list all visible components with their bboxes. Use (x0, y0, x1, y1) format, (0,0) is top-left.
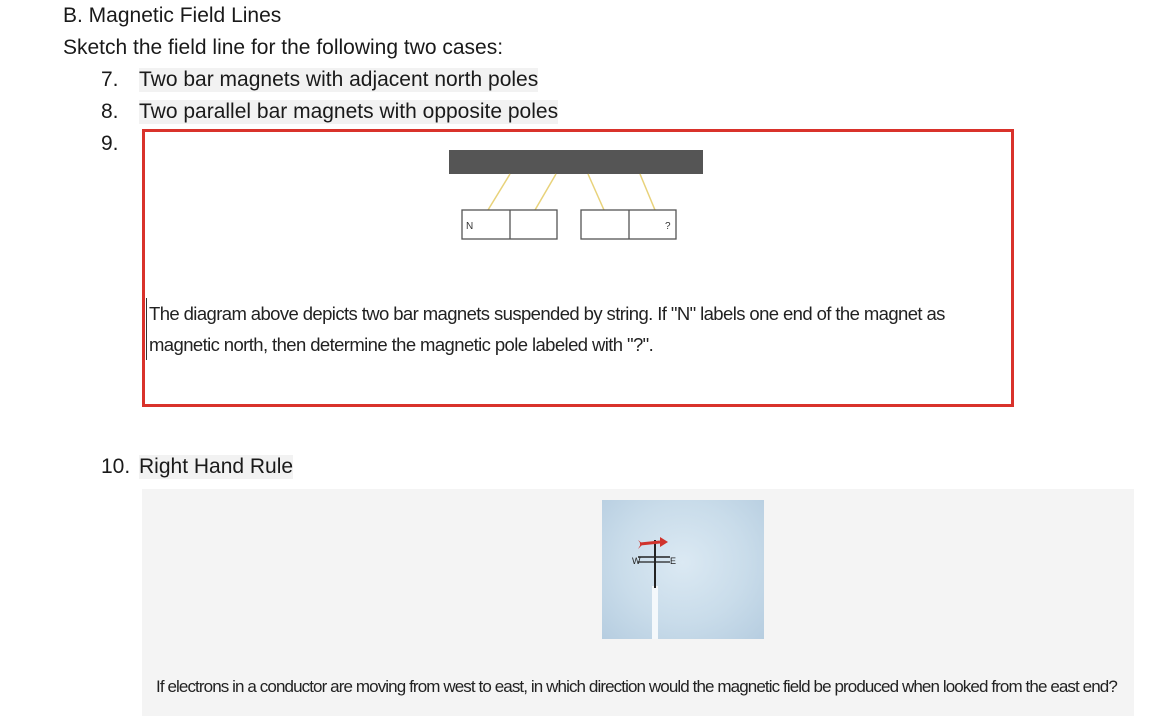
vane-west-label: W (632, 556, 641, 566)
list-text: Two bar magnets with adjacent north poles (139, 68, 539, 91)
section-title: B. Magnetic Field Lines (63, 4, 282, 27)
list-text: Two parallel bar magnets with opposite poles (139, 100, 559, 123)
list-number: 10. (101, 455, 131, 478)
instructions: Sketch the field line for the following two cases: (63, 36, 504, 59)
string (588, 174, 604, 210)
bar-magnet-left (462, 210, 557, 239)
question-9-text: The diagram above depicts two bar magnets suspended by string. If "N" labels one end of the magnet as magnetic north, then determine the magnetic pole labeled with "?". (146, 298, 1009, 360)
unknown-pole-label: ? (665, 221, 671, 232)
list-number: 8. (101, 100, 119, 123)
north-pole-label: N (466, 221, 474, 232)
magnets-diagram (0, 0, 1172, 300)
ceiling-bar (449, 150, 703, 174)
weather-vane-icon (602, 500, 764, 639)
string (640, 174, 655, 210)
list-text: Right Hand Rule (139, 455, 294, 478)
vane-east-label: E (670, 556, 677, 566)
list-number: 7. (101, 68, 119, 91)
weather-vane-image (602, 500, 764, 639)
bar-magnet-right (581, 210, 676, 239)
list-number: 9. (101, 132, 119, 155)
string (488, 174, 510, 210)
question-10-text: If electrons in a conductor are moving from west to east, in which direction would the magnetic field be produced when looked from the east end? (156, 677, 1117, 696)
string (535, 174, 556, 210)
